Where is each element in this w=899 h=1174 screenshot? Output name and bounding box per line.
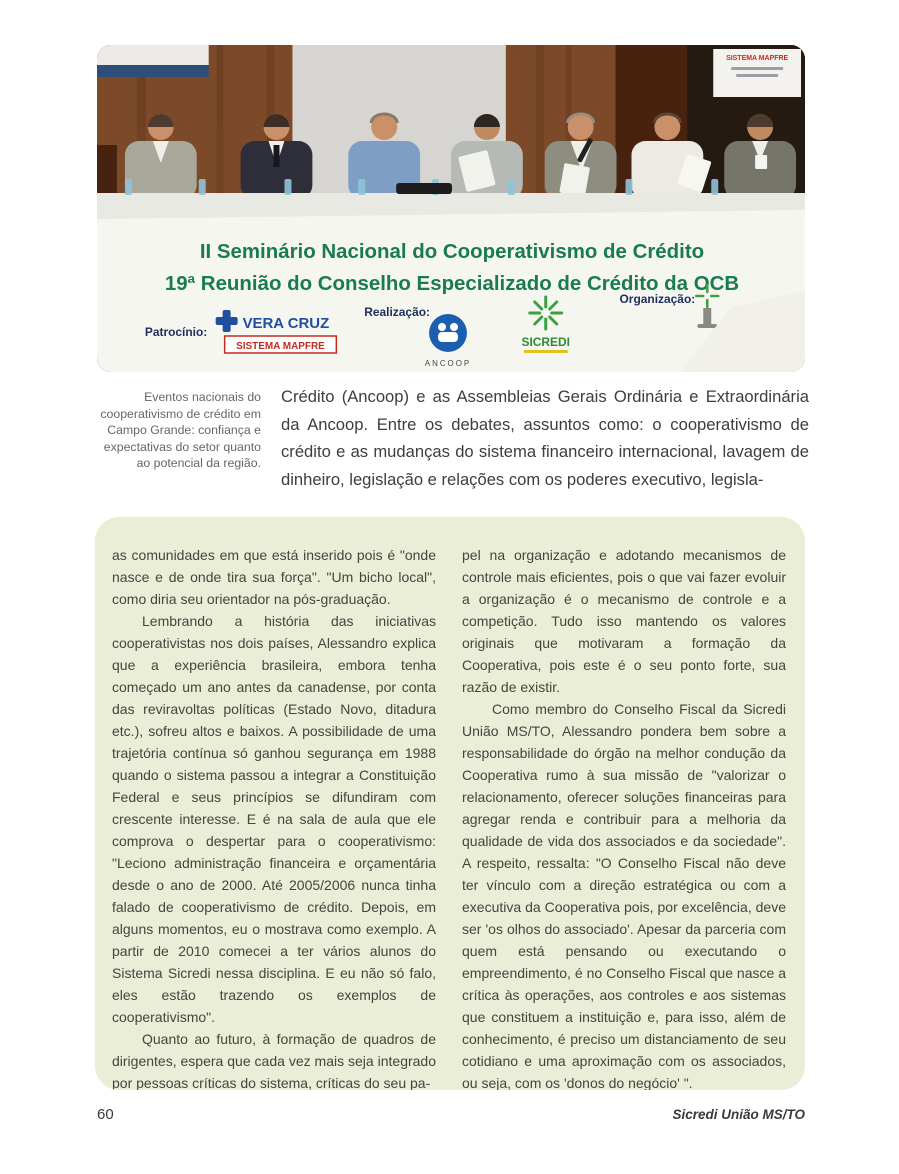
paragraph: Lembrando a história das iniciativas cooperativistas nos dois países, Alessandro explica que a experiência brasileira, embora tenha começado um ano antes da canadense, por conta das reviravoltas políticas (Estado Novo, ditadura etc.), sofreu altos e baixos. A possibilidade de uma trajetória contínua só ganhou segurança em 1988 quando o sistema passou a integrar a Constituição Federal e seus princípios se difundiram com crescente interesse. E é na sala de aula que ele comprova o despertar para o cooperativismo: "Leciono administração financeira e orçamentária desde o ano de 2000. Até 2005/2006 nunca tinha falado de cooperativismo de crédito. Depois, em alguns momentos, eu o mostrava como exemplo. A partir de 2010 comecei a ter vários alunos do Sistema Sicredi nessa disciplina. E eu não só falo, eles estão trazendo os exemplos de cooperativismo". (112, 613, 436, 1025)
seminar-photo-art (97, 45, 805, 372)
paragraph: Como membro do Conselho Fiscal da Sicredi União MS/TO, Alessandro pondera bem sobre a responsabilidade do órgão na melhor condução da Cooperativa rumo à sua missão de "valorizar o relacionamento, oferecer soluções financeiras para agregar renda e contribuir para a melhoria da qualidade de vida dos associados e da sociedade". A respeito, ressalta: "O Conselho Fiscal não deve ter vínculo com a direção estratégica ou com a executiva da Cooperativa pois, por excelência, deve ser 'os olhos do associado'. Apesar da parceria com quem está pensando ou executando o empreendimento, é no Conselho Fiscal que nasce a crítica às operações, aos controles e aos sistemas que constituem a instituição e, para isso, além de conhecimento, é preciso um distanciamento de seu cotidiano e uma aproximação com os associados, ou seja, com os 'donos do negócio' ". (462, 701, 786, 1090)
vera-cruz-text: VERA CRUZ (242, 314, 330, 333)
sistema-mapfre-text: SISTEMA MAPFRE (236, 340, 325, 353)
sicredi-text: SICREDI (521, 334, 570, 350)
paragraph: Quanto ao futuro, à formação de quadros de dirigentes, espera que cada vez mais seja integrado por pessoas críticas do sistema, críticas do seu pa- (112, 1031, 436, 1090)
page-number: 60 (97, 1106, 114, 1123)
intro-paragraph: Crédito (Ancoop) e as Assembleias Gerais Ordinária e Extraordinária da Ancoop. Entre os debates, assuntos como: o cooperativismo de crédito e as mudanças do sistema financeiro internacional, lavagem de dinheiro, legislação e relações com os poderes executivo, legisla- (281, 387, 809, 489)
page-footer (97, 1106, 805, 1126)
photo-caption: Eventos nacionais do cooperativismo de crédito em Campo Grande: confiança e expectativas do setor quanto ao potencial da região. (100, 390, 261, 471)
organizacao-label: Organização: (619, 291, 696, 307)
badge (755, 155, 767, 169)
realizacao-label: Realização: (364, 304, 431, 320)
ancoop-text: ANCOOP (424, 358, 472, 369)
banner-title-line2: 19ª Reunião do Conselho Especializado de Crédito da OCB (164, 271, 740, 296)
left-screen-edge (97, 45, 209, 65)
footer-brand: Sicredi União MS/TO (672, 1107, 805, 1122)
laptop (396, 183, 452, 194)
paragraph: as comunidades em que está inserido pois é "onde nasce e de onde tira sua força". "Um bicho local", como diria seu orientador na pós-graduação. (112, 547, 436, 607)
seminar-photo (97, 45, 805, 372)
paragraph: pel na organização e adotando mecanismos de controle mais eficientes, pois o que vai fazer evoluir a organização é o mecanismo de controle e a competição. Tudo isso mantendo os valores originais que motivaram a formação da Cooperativa, pois este é o seu ponto forte, sua razão de existir. (462, 547, 786, 695)
banner-title-line1: II Seminário Nacional do Cooperativismo de Crédito (199, 239, 705, 264)
slide-line (731, 67, 783, 70)
slide-title-text: SISTEMA MAPFRE (726, 54, 789, 63)
slide-line (736, 74, 778, 77)
patrocinio-label: Patrocínio: (144, 324, 208, 340)
highlight-box (95, 517, 805, 1090)
highlight-box-right-column (462, 544, 786, 1090)
left-blue-band (97, 65, 209, 77)
highlight-box-left-column (112, 544, 436, 1090)
